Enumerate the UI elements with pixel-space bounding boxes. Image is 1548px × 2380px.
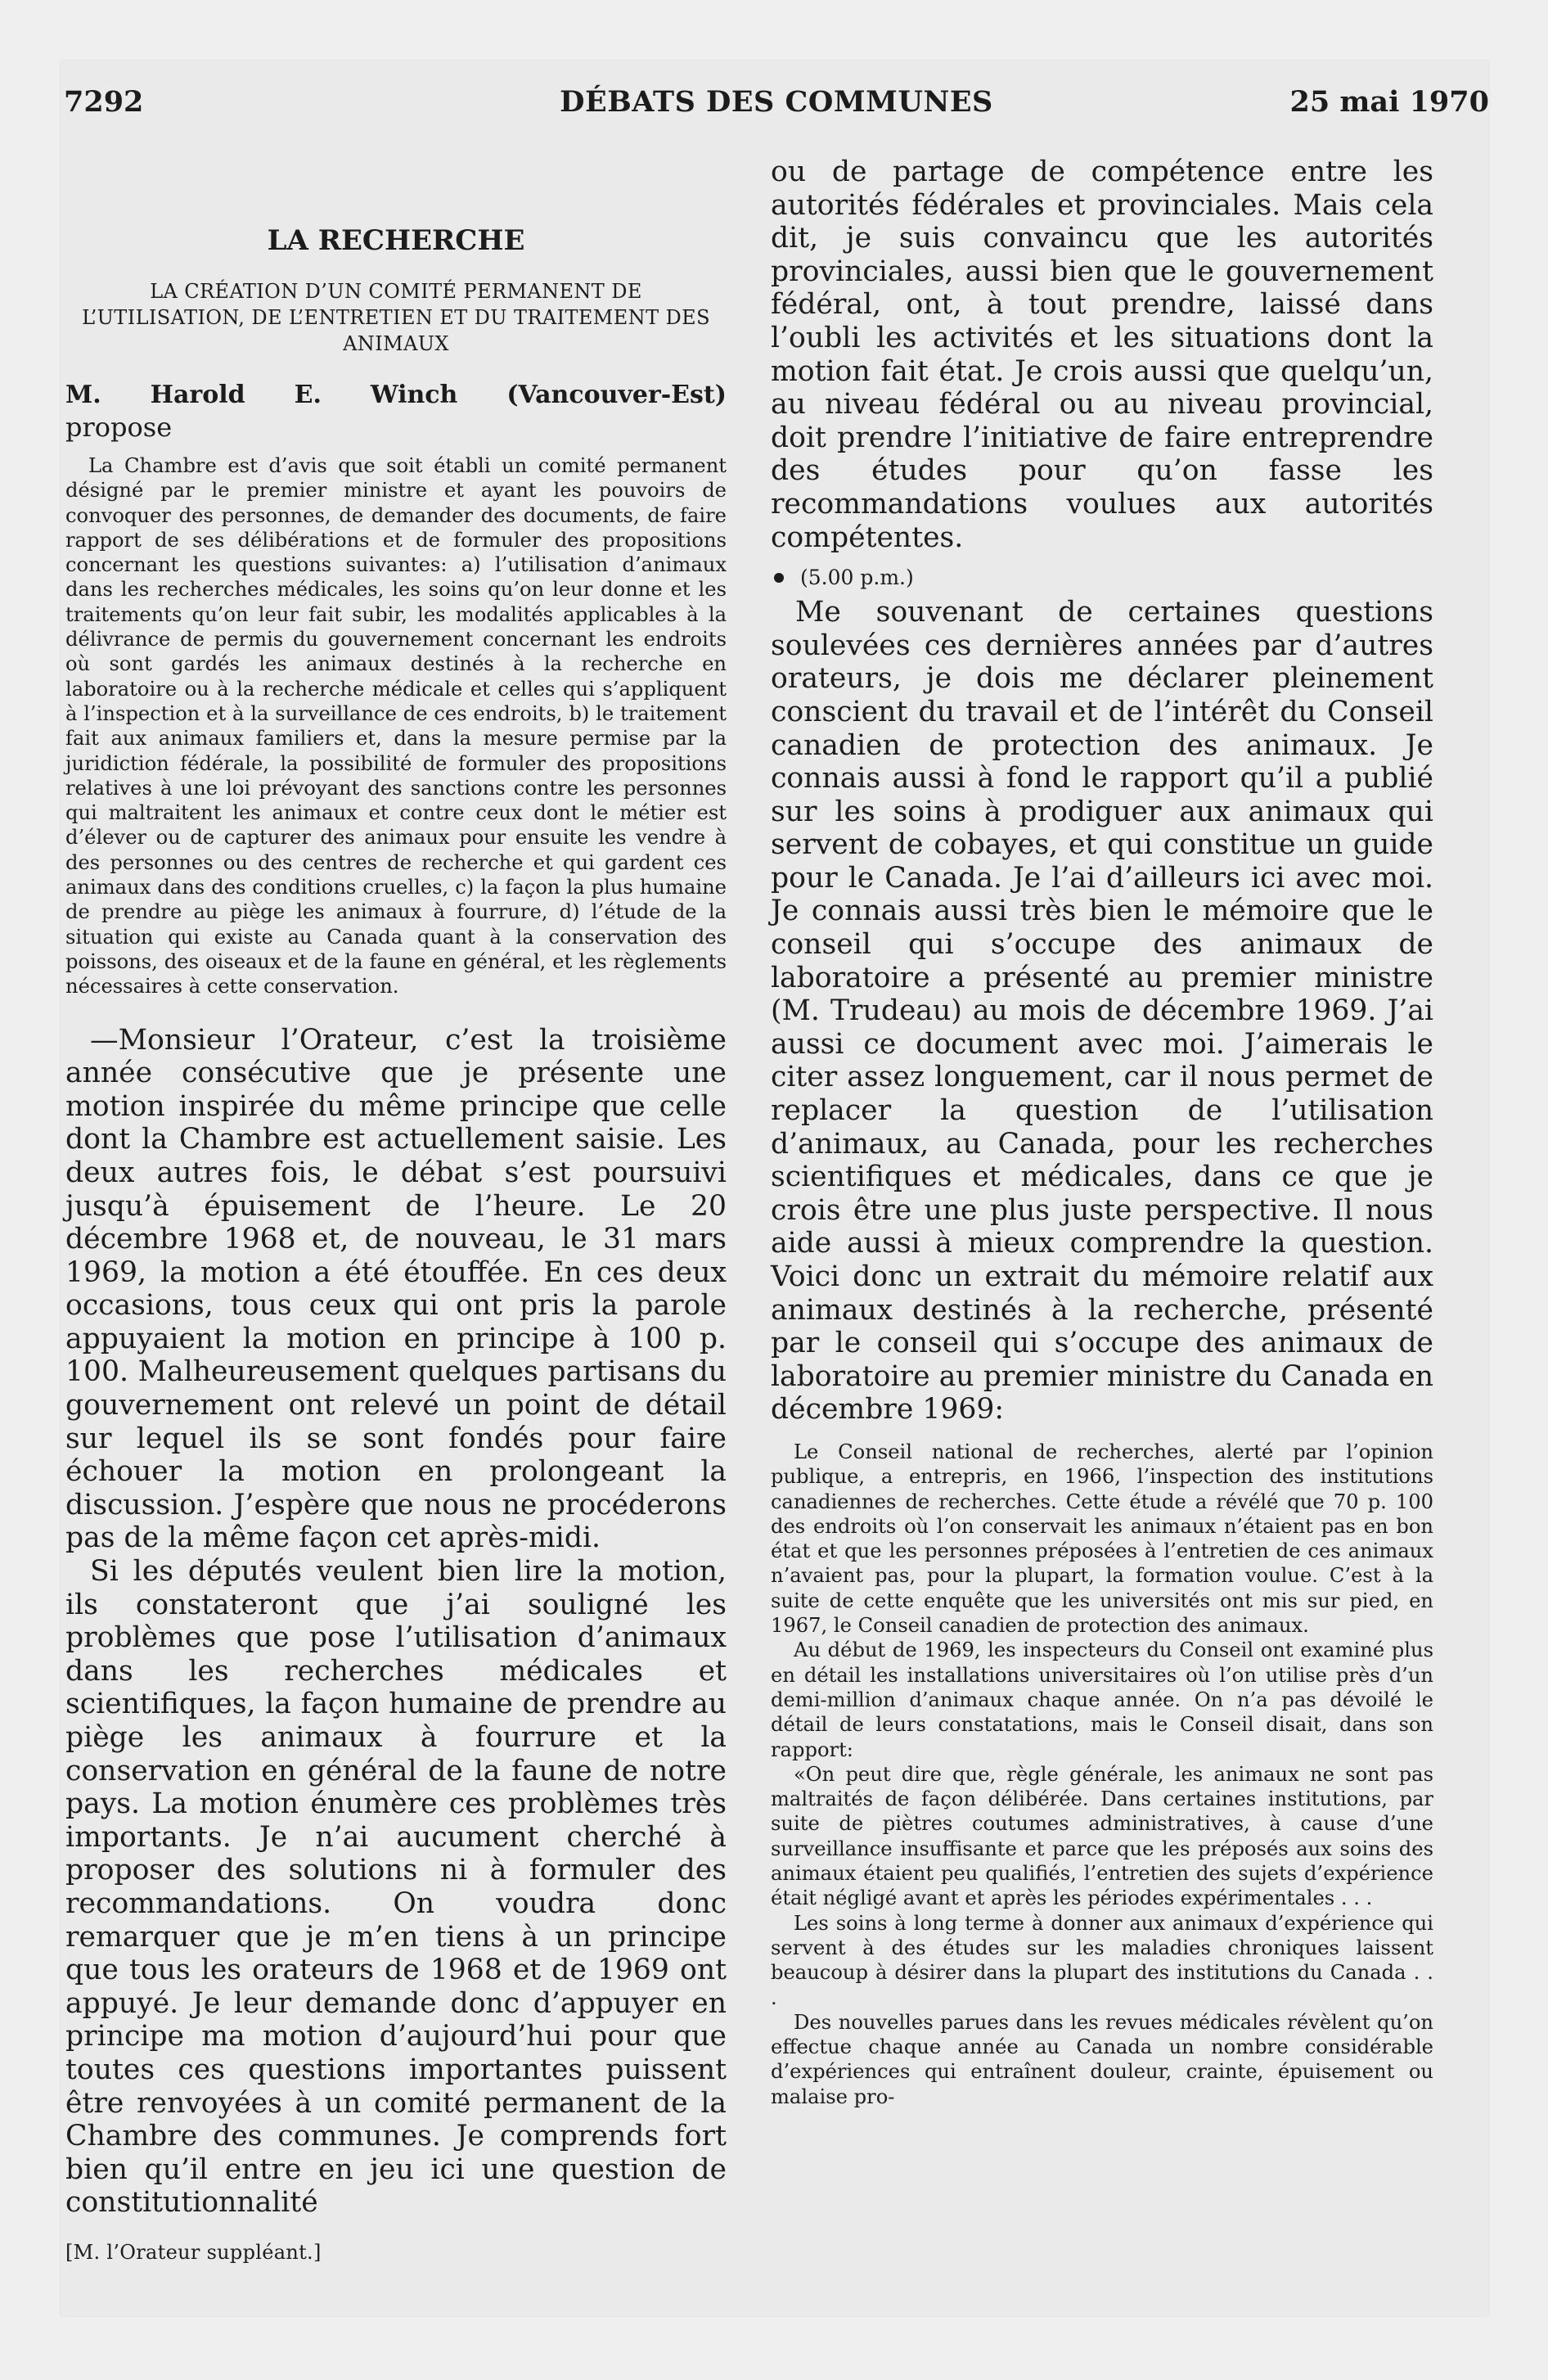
speaker-note: [M. l’Orateur suppléant.]	[65, 2240, 322, 2264]
page-header	[64, 85, 1489, 134]
motion-text	[65, 453, 727, 999]
section-title: LA RECHERCHE	[267, 224, 525, 257]
speech-paragraph: Me souvenant de certaines questions soulevées ces dernières années par d’autres orateurs, je dois me déclarer pleinement conscient du travail et de l’intérêt du Conseil canadien de protection des animaux. Je connais aussi à fond le rapport qu’il a publié sur les soins à prodiguer aux animaux qui servent de cobayes, et qui constitue un guide pour le Canada. Je l’ai d’ailleurs ici avec moi. Je connais aussi très bien le mémoire que le conseil qui s’occupe des animaux de laboratoire a présenté au premier ministre (M. Trudeau) au mois de décembre 1969. J’ai aussi ce document avec moi. J’aimerais le citer assez longuement, car il nous permet de replacer la question de l’utilisation d’animaux, au Canada, pour les recherches scientifiques et médicales, dans ce que je crois être une plus juste perspective. Il nous aide aussi à mieux comprendre la question. Voici donc un extrait du mémoire relatif aux animaux destinés à la recherche, présenté par le conseil qui s’occupe des animaux de laboratoire au premier ministre du Canada en décembre 1969:	[771, 596, 1433, 1427]
quote-paragraph: Les soins à long terme à donner aux animaux d’expérience qui servent à des études sur les maladies chroniques laissent beaucoup à désirer dans la plupart des institutions du Canada . . .	[771, 1911, 1433, 2009]
section-subtitle: LA CRÉATION D’UN COMITÉ PERMANENT DE L’UTILISATION, DE L’ENTRETIEN ET DU TRAITEMENT DES ANIMAUX	[82, 280, 710, 355]
time-marker	[771, 566, 1433, 589]
speech-body-left	[65, 1024, 727, 2220]
propose-label: propose	[65, 412, 173, 443]
running-title: DÉBATS DES COMMUNES	[560, 85, 993, 119]
quote-paragraph: «On peut dire que, règle générale, les animaux ne sont pas maltraités de façon délibérée. Dans certaines institutions, par suite de piètres coutumes administratives, à cause d’une surveillance insuffisante et parce que les préposés aux soins des animaux étaient peu qualifiés, l’entretien des sujets d’expérience était négligé avant et après les périodes expérimentales . . .	[771, 1762, 1433, 1910]
page-number: 7292	[64, 85, 144, 119]
quote-paragraph: Le Conseil national de recherches, alerté par l’opinion publique, a entrepris, en 1966, l’inspection des institutions canadiennes de recherches. Cette étude a révélé que 70 p. 100 des endroits où l’on conservait les animaux n’étaient pas en bon état et que les personnes préposées à l’entretien de ces animaux n’avaient pas, pour la plupart, la formation voulue. C’est à la suite de cette enquête que les universités ont mis sur pied, en 1967, le Conseil canadien de protection des animaux.	[771, 1440, 1433, 1638]
quote-paragraph: Au début de 1969, les inspecteurs du Conseil ont examiné plus en détail les installations universitaires où l’on utilise près d’un demi-million d’animaux chaque année. On n’a pas dévoilé le détail de leurs constatations, mais le Conseil disait, dans son rapport:	[771, 1639, 1433, 1761]
mover-name: M. Harold E. Winch (Vancouver-Est)	[65, 381, 727, 409]
left-column	[65, 156, 727, 2264]
right-column	[771, 156, 1433, 2109]
speech-body-right	[771, 156, 1433, 554]
quoted-memo	[771, 1440, 1433, 2109]
motion-paragraph: La Chambre est d’avis que soit établi un comité permanent désigné par le premier ministre et ayant les pouvoirs de convoquer des personnes, de demander des documents, de faire rapport de ses délibérations et de formuler des propositions concernant les questions suivantes: a) l’utilisation d’animaux dans les recherches médicales, les soins qu’on leur donne et les traitements qu’on leur fait subir, les modalités applicables à la délivrance de permis du gouvernement concernant les endroits où sont gardés les animaux destinés à la recherche en laboratoire ou à la recherche médicale et celles qui s’appliquent à l’inspection et à la surveillance de ces endroits, b) le traitement fait aux animaux familiers et, dans la mesure permise par la juridiction fédérale, la possibilité de formuler des propositions relatives à une loi prévoyant des sanctions contre les personnes qui maltraitent les animaux et contre ceux dont le métier est d’élever ou de capturer des animaux pour ensuite les vendre à des personnes ou des centres de recherche et qui gardent ces animaux dans des conditions cruelles, c) la façon la plus humaine de prendre au piège les animaux à fourrure, d) l’étude de la situation qui existe au Canada quant à la conservation des poissons, des oiseaux et de la faune en général, et les règlements nécessaires à cette conservation.	[65, 454, 727, 998]
quote-paragraph: Des nouvelles parues dans les revues médicales révèlent qu’on effectue chaque année au Canada un nombre considérable d’expériences qui entraînent douleur, crainte, épuisement ou malaise pro-	[771, 2010, 1433, 2108]
speech-paragraph: Si les députés veulent bien lire la motion, ils constateront que j’ai souligné les problèmes que pose l’utilisation d’animaux dans les recherches médicales et scientifiques, la façon humaine de prendre au piège les animaux à fourrure et la conservation en général de la faune de notre pays. La motion énumère ces problèmes très importants. Je n’ai aucument cherché à proposer des solutions ni à formuler des recommandations. On voudra donc remarquer que je m’en tiens à un principe que tous les orateurs de 1968 et de 1969 ont appuyé. Je leur demande donc d’appuyer en principe ma motion d’aujourd’hui pour que toutes ces questions importantes puissent être renvoyées à un comité permanent de la Chambre des communes. Je comprends fort bien qu’il entre en jeu ici une question de constitutionnalité	[65, 1555, 727, 2220]
speech-paragraph: ou de partage de compétence entre les autorités fédérales et provinciales. Mais cela dit, je suis convaincu que les autorités provinciales, aussi bien que le gouvernement fédéral, ont, à tout prendre, laissé dans l’oubli les activités et les situations dont la motion fait état. Je crois aussi que quelqu’un, au niveau fédéral ou au niveau provincial, doit prendre l’initiative de faire entreprendre des études pour qu’on fasse les recommandations voulues aux autorités compétentes.	[771, 156, 1433, 554]
time-stamp: (5.00 p.m.)	[800, 566, 914, 590]
page-date: 25 mai 1970	[1289, 85, 1489, 119]
speech-body-right-2	[771, 596, 1433, 1427]
bullet-icon	[774, 573, 784, 583]
speech-paragraph: —Monsieur l’Orateur, c’est la troisième année consécutive que je présente une motion inspirée du même principe que celle dont la Chambre est actuellement saisie. Les deux autres fois, le débat s’est poursuivi jusqu’à épuisement de l’heure. Le 20 décembre 1968 et, de nouveau, le 31 mars 1969, la motion a été étouffée. En ces deux occasions, tous ceux qui ont pris la parole appuyaient la motion en principe à 100 p. 100. Malheureusement quelques partisans du gouvernement ont relevé un point de détail sur lequel ils se sont fondés pour faire échouer la motion en prolongeant la discussion. J’espère que nous ne procéderons pas de la même façon cet après-midi.	[65, 1023, 727, 1555]
